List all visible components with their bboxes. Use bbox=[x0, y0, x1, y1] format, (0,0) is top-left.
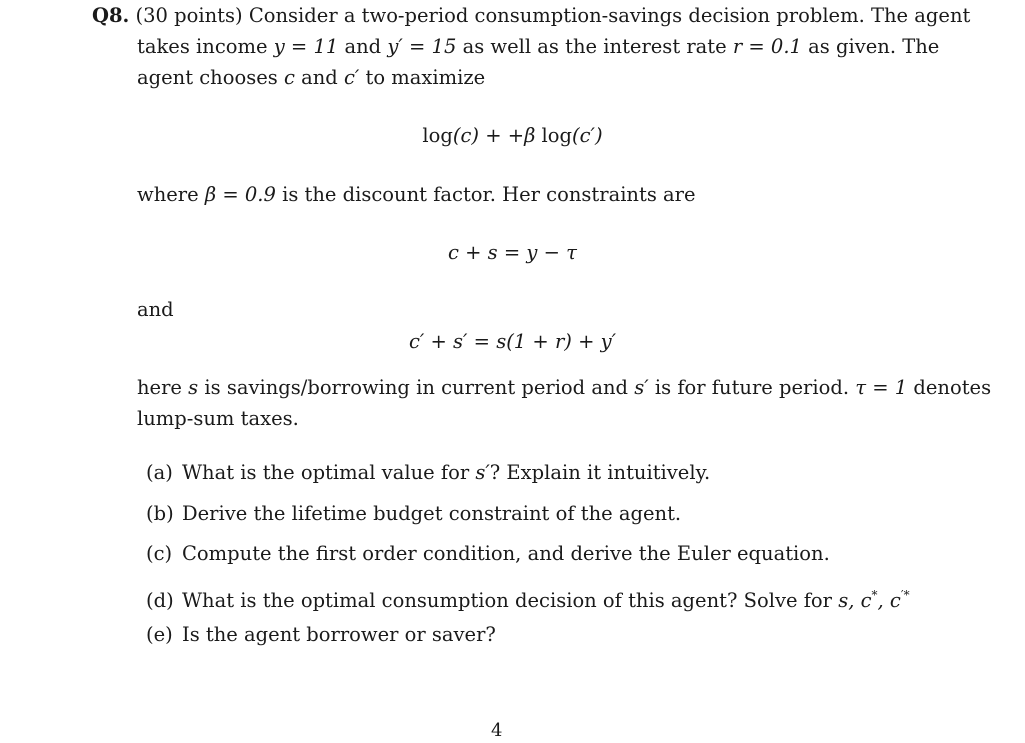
savings-s-math: s bbox=[188, 376, 199, 399]
part-label: (a) bbox=[146, 461, 173, 484]
text-segment: as well as the interest rate bbox=[456, 35, 733, 58]
part-text: Compute the first order condition, and derive the Euler equation. bbox=[182, 542, 830, 565]
question-header-line bbox=[92, 4, 970, 28]
part-math: s′ bbox=[475, 461, 490, 484]
part-label: (e) bbox=[146, 623, 173, 646]
text-segment: takes income bbox=[137, 35, 274, 58]
superscript: * bbox=[871, 588, 878, 602]
budget-constraint-1: c + s = y − τ bbox=[448, 241, 577, 264]
text-segment: as given. The bbox=[801, 35, 940, 58]
part-text: Is the agent borrower or saver? bbox=[182, 623, 496, 646]
log-argument-cprime: (c′) bbox=[572, 124, 603, 147]
text-segment: is for future period. bbox=[648, 376, 856, 399]
text-segment: and bbox=[338, 35, 388, 58]
part-label: (b) bbox=[146, 502, 174, 525]
part-math: s, c bbox=[838, 589, 872, 612]
objective-equation bbox=[0, 124, 1025, 148]
part-label: (c) bbox=[146, 542, 173, 565]
text-segment: agent chooses bbox=[137, 66, 284, 89]
income-yprime-math: y′ = 15 bbox=[387, 35, 457, 58]
and-text: and bbox=[137, 298, 174, 321]
part-label: (d) bbox=[146, 589, 174, 612]
part-text: What is the optimal value for bbox=[182, 461, 476, 484]
part-text-tail: ? Explain it intuitively. bbox=[489, 461, 711, 484]
page-number: 4 bbox=[491, 720, 503, 741]
log-function: log bbox=[535, 124, 573, 147]
part-d bbox=[146, 583, 910, 613]
text-segment: denotes bbox=[907, 376, 992, 399]
question-number: Q8. bbox=[92, 4, 130, 27]
text-segment: to maximize bbox=[359, 66, 486, 89]
text-segment: is savings/borrowing in current period and bbox=[198, 376, 635, 399]
log-function: log bbox=[422, 124, 453, 147]
question-intro: (30 points) Consider a two-period consumption-savings decision problem. The agent bbox=[135, 4, 971, 27]
part-text: Derive the lifetime budget constraint of the agent. bbox=[182, 502, 682, 525]
superscript: ′* bbox=[900, 588, 910, 602]
question-line-3 bbox=[137, 66, 485, 90]
beta-value-math: β = 0.9 bbox=[204, 183, 276, 206]
savings-description-line bbox=[137, 376, 991, 400]
part-e bbox=[146, 623, 496, 647]
discount-factor-line bbox=[137, 183, 696, 207]
part-b bbox=[146, 502, 681, 526]
plus-operators: + + bbox=[479, 124, 525, 147]
text-segment: and bbox=[294, 66, 344, 89]
part-a bbox=[146, 461, 710, 485]
tax-tau-math: τ = 1 bbox=[855, 376, 908, 399]
text-segment: here bbox=[137, 376, 189, 399]
income-y-math: y = 11 bbox=[273, 35, 339, 58]
text-segment: where bbox=[137, 183, 205, 206]
beta-symbol: β bbox=[524, 124, 536, 147]
part-math: , c bbox=[877, 589, 901, 612]
interest-rate-math: r = 0.1 bbox=[732, 35, 802, 58]
savings-description-line-2: lump-sum taxes. bbox=[137, 407, 299, 430]
text-segment: is the discount factor. Her constraints are bbox=[275, 183, 696, 206]
log-argument-c: (c) bbox=[452, 124, 479, 147]
part-text: What is the optimal consumption decision of this agent? Solve for bbox=[182, 589, 839, 612]
savings-sprime-math: s′ bbox=[634, 376, 649, 399]
consumption-c-math: c bbox=[283, 66, 295, 89]
consumption-cprime-math: c′ bbox=[343, 66, 360, 89]
budget-constraint-2: c′ + s′ = s(1 + r) + y′ bbox=[408, 330, 617, 353]
question-line-2 bbox=[137, 35, 939, 59]
part-c bbox=[146, 542, 830, 566]
